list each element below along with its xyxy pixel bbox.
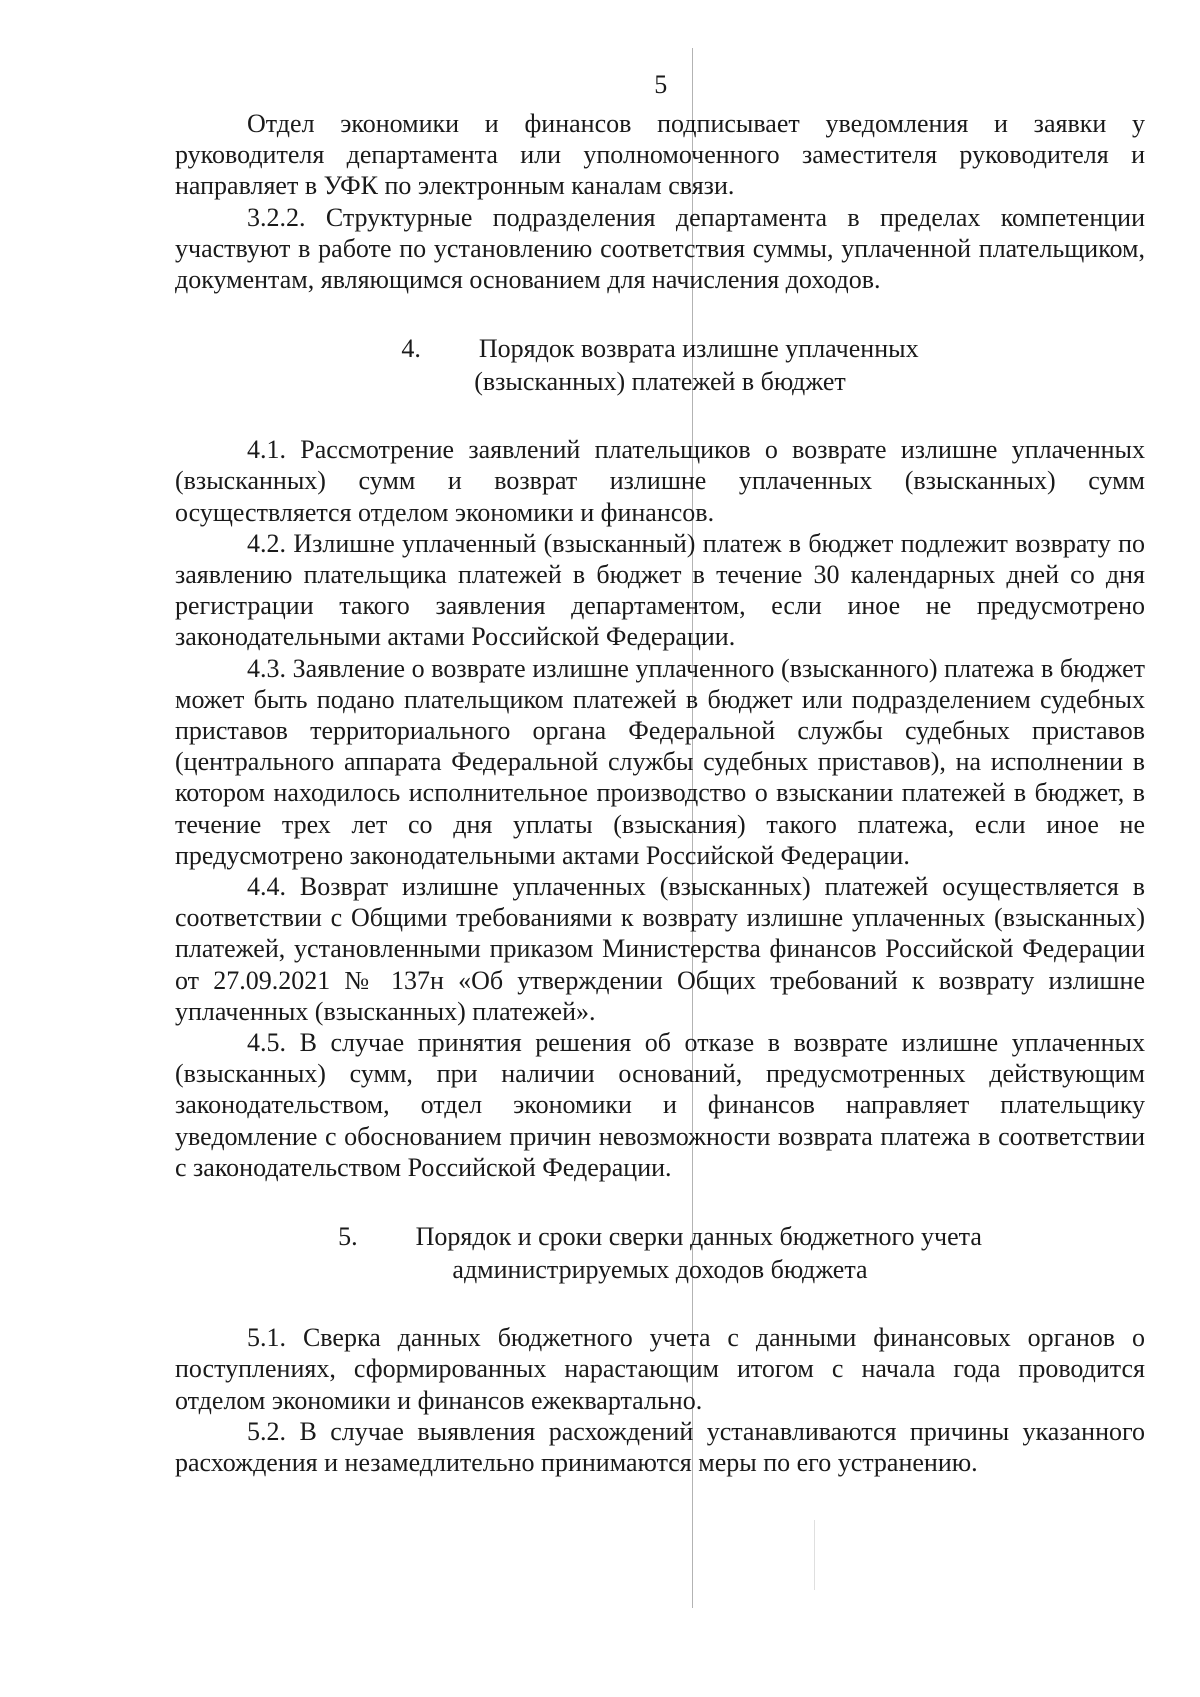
paragraph: 4.2. Излишне уплаченный (взысканный) платеж в бюджет подлежит возврату по заявлению плательщика платежей в бюджет в течение 30 календарных дней со дня регистрации такого заявления департаментом, если иное не предусмотрено законодательными актами Российской Федерации. [175,528,1145,652]
paragraph: 5.2. В случае выявления расхождений устанавливаются причины указанного расхождения и незамедлительно принимаются меры по его устранению. [175,1416,1145,1477]
section-title-line: (взысканных) платежей в бюджет [474,367,846,397]
section-5-heading [175,1220,1145,1286]
section-title-line: администрируемых доходов бюджета [452,1255,868,1285]
paragraph: 4.5. В случае принятия решения об отказе в возврате излишне уплаченных (взысканных) сумм, при наличии оснований, предусмотренных действующим законодательством, отдел экономики и финансов направляет плательщику уведомление с обоснованием причин невозможности возврата платежа в соответствии с законодательством Российской Федерации. [175,1028,1145,1182]
section-title-line: Порядок возврата излишне уплаченных [478,334,919,364]
paragraph: Отдел экономики и финансов подписывает уведомления и заявки у руководителя департамента или уполномоченного заместителя руководителя и направляет в УФК по электронным каналам связи. [175,109,1145,201]
section-number: 4. [401,334,421,364]
scan-artifact-line [814,1520,815,1590]
paragraph: 3.2.2. Структурные подразделения департамента в пределах компетенции участвуют в работе по установлению соответствия суммы, уплаченной плательщиком, документам, являющимся основанием для начисления доходов. [175,202,1145,295]
paragraph: 5.1. Сверка данных бюджетного учета с данными финансовых органов о поступлениях, сформированных нарастающим итогом с начала года проводится отделом экономики и финансов ежеквартально. [175,1323,1145,1415]
paragraph: 4.4. Возврат излишне уплаченных (взысканных) платежей осуществляется в соответствии с Общими требованиями к возврату излишне уплаченных (взысканных) платежей, установленными приказом Министерства финансов Российской Федерации от 27.09.2021 № 137н «Об утверждении Общих требований к возврату излишне уплаченных (взысканных) платежей». [175,872,1145,1026]
document-body [175,108,1145,1478]
page-number: 5 [654,70,668,99]
paragraph: 4.1. Рассмотрение заявлений плательщиков о возврате излишне уплаченных (взысканных) сумм и возврат излишне уплаченных (взысканных) сумм осуществляется отделом экономики и финансов. [175,435,1145,527]
section-4-heading [175,332,1145,398]
paragraph: 4.3. Заявление о возврате излишне уплаченного (взысканного) платежа в бюджет может быть подано плательщиком платежей в бюджет или подразделением судебных приставов территориального органа Федеральной службы судебных приставов (центрального аппарата Федеральной службы судебных приставов), на исполнении в котором находилось исполнительное производство о взыскании платежей в бюджет, в течение трех лет со дня уплаты (взыскания) такого платежа, если иное не предусмотрено законодательными актами Российской Федерации. [175,653,1145,870]
section-title-line: Порядок и сроки сверки данных бюджетного учета [415,1222,982,1252]
section-number: 5. [338,1222,358,1252]
